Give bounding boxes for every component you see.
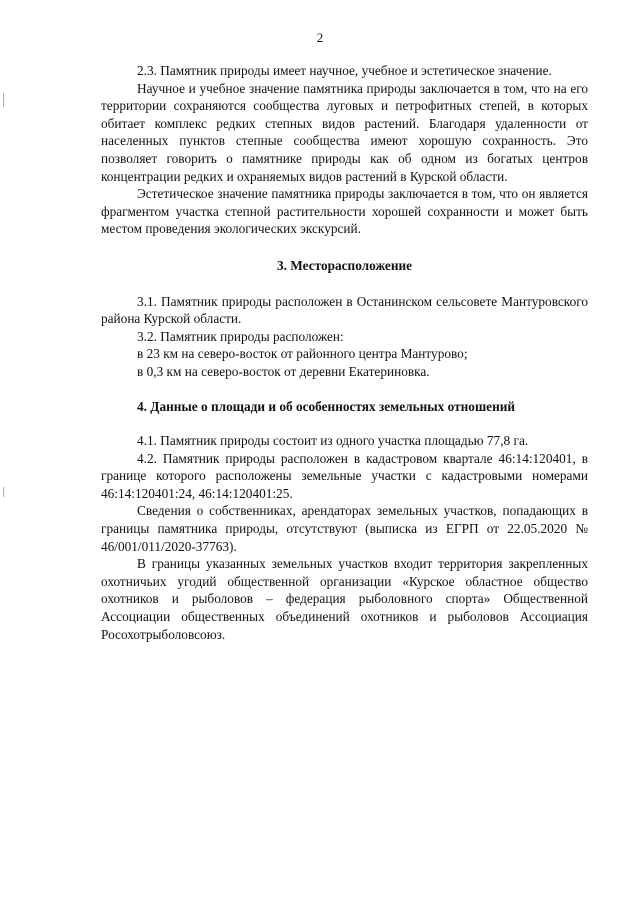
section3-paragraph-3-1: 3.1. Памятник природы расположен в Останинском сельсовете Мантуровского района Курской области. bbox=[101, 293, 588, 327]
section4-paragraph-hunting-grounds: В границы указанных земельных участков входит территория закрепленных охотничьих угодий общественной организации «Курское областное общество охотников и рыболовов – федерация рыболовного спорта» Общественной Ассоциации общественных объединений охотников и рыболовов Ассоциация Росохотрыболовсоюз. bbox=[101, 556, 588, 642]
section3-heading: 3. Месторасположение bbox=[276, 257, 413, 273]
section4-paragraph-4-2: 4.2. Памятник природы расположен в кадастровом квартале 46:14:120401, в границе которого расположены земельные участки с кадастровыми номерами 46:14:120401:24, 46:14:120401:25. bbox=[101, 450, 588, 501]
page-number: 2 bbox=[316, 30, 324, 45]
section3-paragraph-3-2: 3.2. Памятник природы расположен: bbox=[137, 328, 344, 344]
document-body bbox=[101, 62, 588, 643]
section2-paragraph-2-3: 2.3. Памятник природы имеет научное, учебное и эстетическое значение. bbox=[137, 63, 552, 78]
section3-location-manturovo: в 23 км на северо-восток от районного центра Мантурово; bbox=[137, 346, 468, 362]
section4-heading: 4. Данные о площади и об особенностях земельных отношений bbox=[137, 398, 516, 414]
section4-paragraph-4-1: 4.1. Памятник природы состоит из одного участка площадью 77,8 га. bbox=[137, 433, 529, 449]
section4-paragraph-owners: Сведения о собственниках, арендаторах земельных участков, попадающих в границы памятника природы, отсутствуют (выписка из ЕГРП от 22.05.2020 № 46/001/011/2020-37763). bbox=[101, 503, 588, 554]
section2-paragraph-aesthetic-value: Эстетическое значение памятника природы заключается в том, что он является фрагментом участка степной растительности хорошей сохранности и может быть местом проведения экологических экскурсий. bbox=[101, 186, 588, 237]
section3-location-ekaterinovka: в 0,3 км на северо-восток от деревни Екатериновка. bbox=[137, 363, 430, 379]
section2-paragraph-scientific-value: Научное и учебное значение памятника природы заключается в том, что на его территории сохраняются сообщества луговых и петрофитных степей, в которых обитает комплекс редких степных видов растений. Благодаря удаленности от населенных пунктов степные сообщества имеют хорошую сохранность. Это позволяет говорить о памятнике природы как об одном из богатых центров концентрации редких и охраняемых видов растений в Курской области. bbox=[101, 80, 588, 184]
scan-margin-mark-top bbox=[3, 93, 4, 107]
scan-margin-mark-bottom bbox=[3, 487, 4, 497]
